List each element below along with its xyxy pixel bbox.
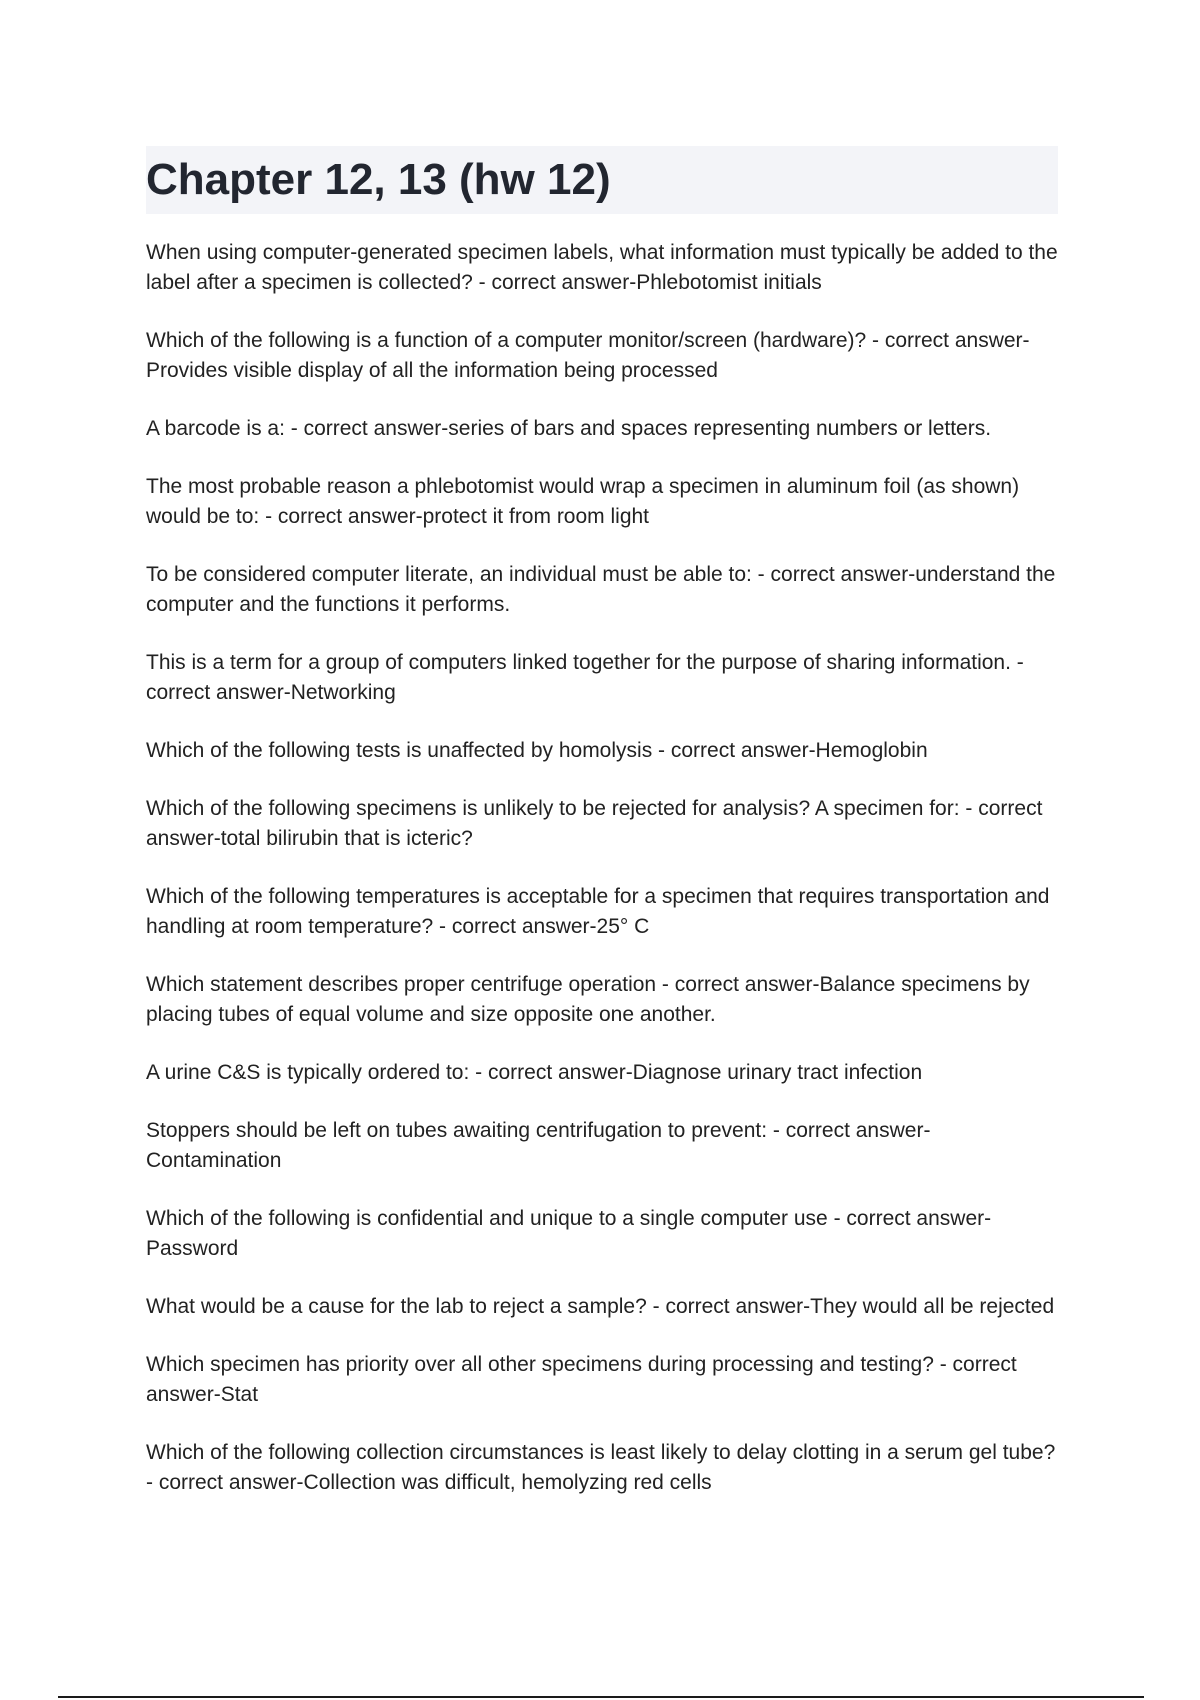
question-answer-list (146, 238, 1058, 1526)
qa-item: Which of the following temperatures is acceptable for a specimen that requires transportation and handling at room temperature? - correct answer-25° C (146, 885, 1050, 938)
qa-item: The most probable reason a phlebotomist would wrap a specimen in aluminum foil (as shown) would be to: - correct answer-protect it from room light (146, 475, 1020, 528)
qa-item: Which specimen has priority over all other specimens during processing and testing? - correct answer-Stat (146, 1353, 1017, 1406)
qa-item: Which of the following specimens is unlikely to be rejected for analysis? A specimen for: - correct answer-total bilirubin that is icteric? (146, 797, 1043, 850)
title-banner (146, 146, 1058, 214)
qa-item: Which of the following is confidential and unique to a single computer use - correct answer-Password (146, 1207, 992, 1260)
qa-item: A urine C&S is typically ordered to: - correct answer-Diagnose urinary tract infection (146, 1061, 923, 1084)
page-title: Chapter 12, 13 (hw 12) (146, 155, 611, 204)
qa-item: Which of the following collection circumstances is least likely to delay clotting in a serum gel tube? - correct answer-Collection was difficult, hemolyzing red cells (146, 1441, 1056, 1494)
qa-item: Which statement describes proper centrifuge operation - correct answer-Balance specimens by placing tubes of equal volume and size opposite one another. (146, 973, 1030, 1026)
page-bottom-divider (58, 1696, 1144, 1698)
qa-item: When using computer-generated specimen labels, what information must typically be added to the label after a specimen is collected? - correct answer-Phlebotomist initials (146, 241, 1058, 294)
qa-item: Stoppers should be left on tubes awaiting centrifugation to prevent: - correct answer-Contamination (146, 1119, 931, 1172)
qa-item: This is a term for a group of computers linked together for the purpose of sharing information. - correct answer-Networking (146, 651, 1024, 704)
qa-item: Which of the following is a function of a computer monitor/screen (hardware)? - correct answer-Provides visible display of all the information being processed (146, 329, 1030, 382)
qa-item: A barcode is a: - correct answer-series of bars and spaces representing numbers or letters. (146, 417, 992, 440)
qa-item: What would be a cause for the lab to reject a sample? - correct answer-They would all be rejected (146, 1295, 1055, 1318)
qa-item: Which of the following tests is unaffected by homolysis - correct answer-Hemoglobin (146, 739, 928, 762)
qa-item: To be considered computer literate, an individual must be able to: - correct answer-understand the computer and the functions it performs. (146, 563, 1056, 616)
